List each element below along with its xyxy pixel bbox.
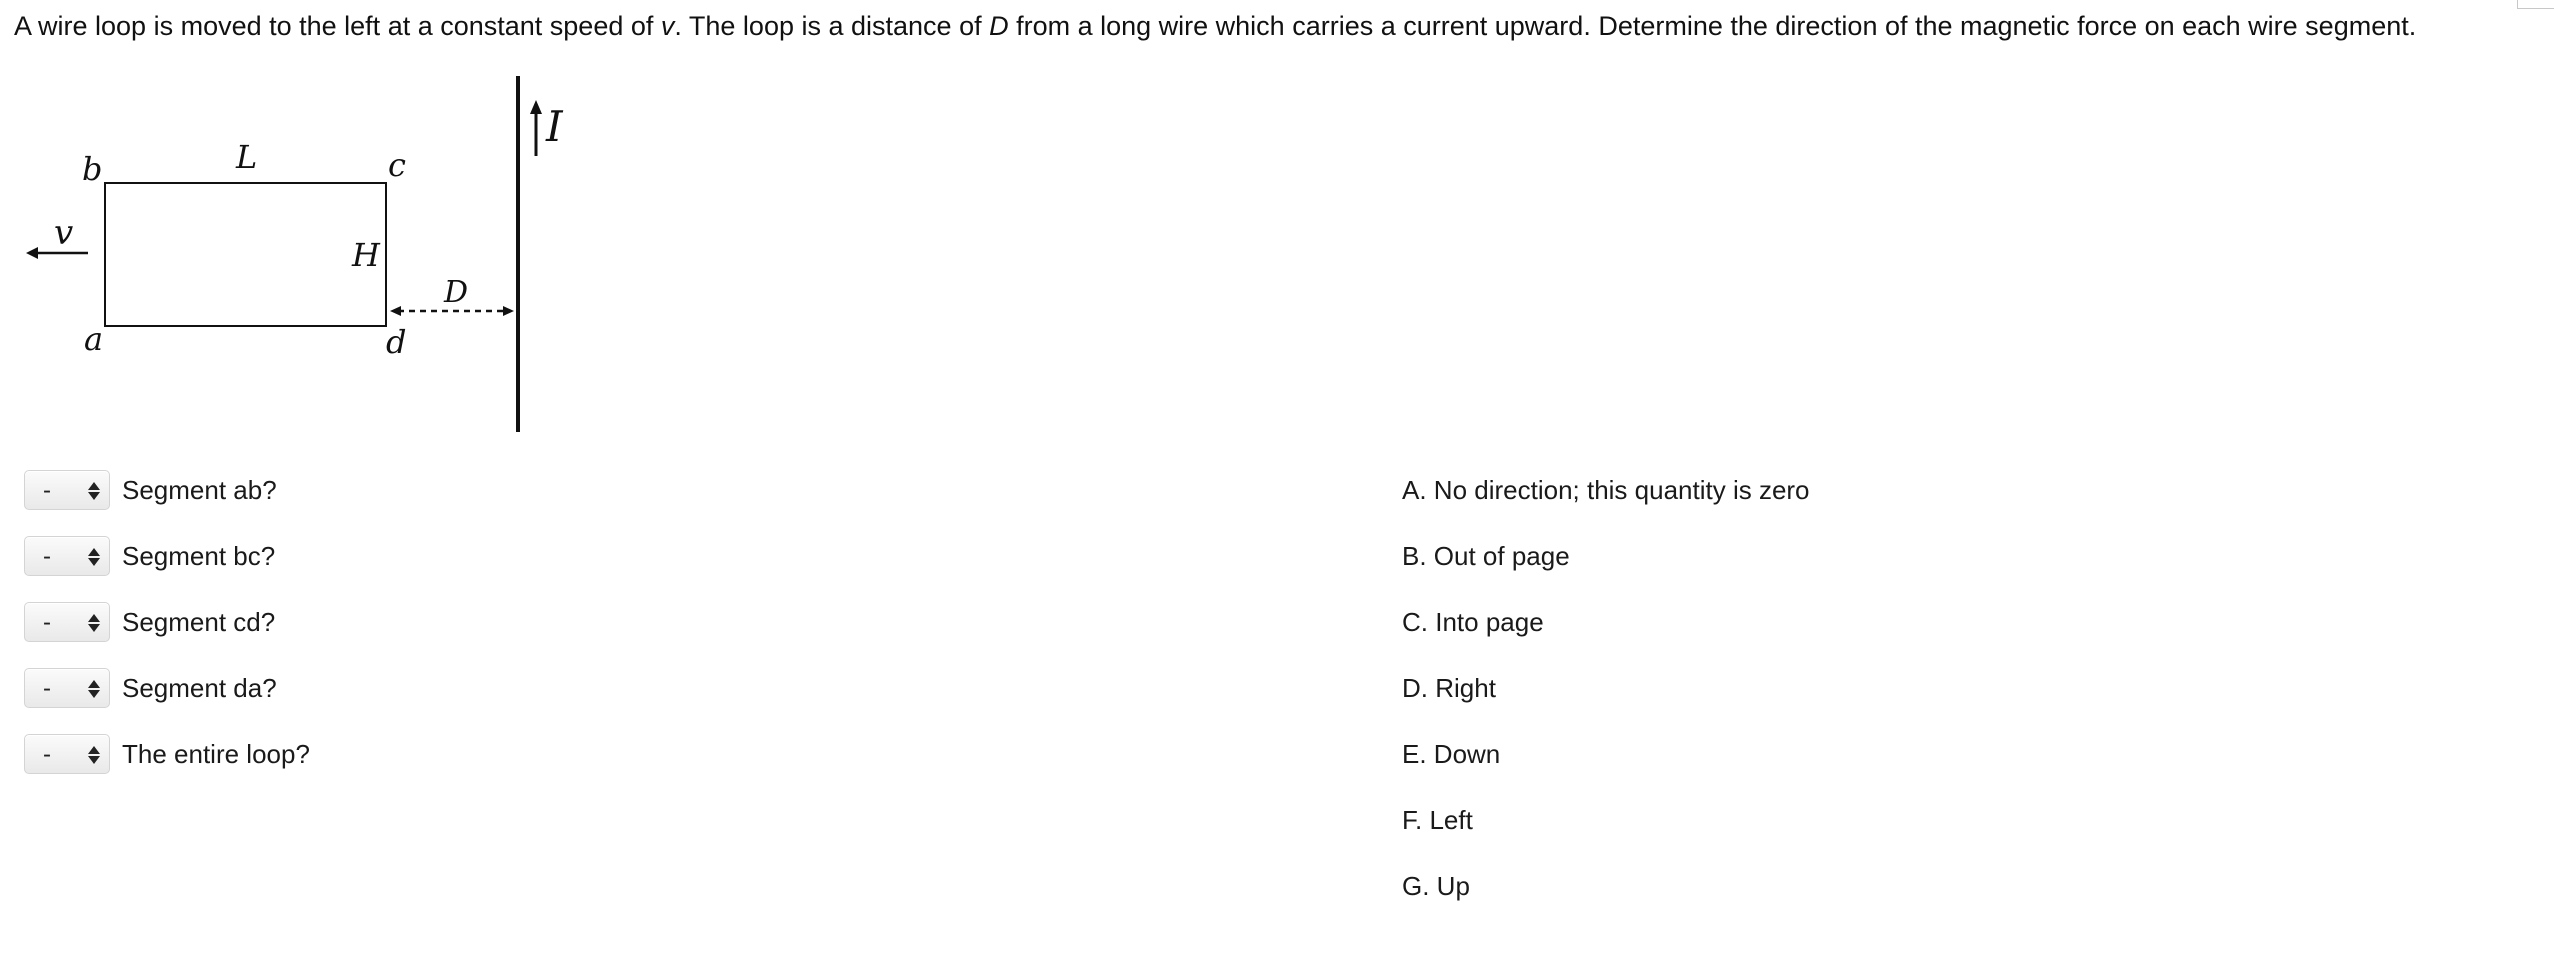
answer-select-ab[interactable] [24, 470, 110, 510]
option-f: F. Left [1402, 805, 1473, 835]
select-updown-icon [87, 677, 101, 701]
option-g: G. Up [1402, 871, 1470, 901]
select-updown-icon [87, 743, 101, 767]
question-part-3: from a long wire which carries a current upward. Determine the direction of the magnetic force on each wire segment. [1008, 11, 2417, 41]
select-value: - [43, 543, 51, 570]
select-updown-icon [87, 611, 101, 635]
label-velocity-v: v [54, 213, 74, 253]
option-e: E. Down [1402, 739, 1501, 769]
answer-select-bc[interactable] [24, 536, 110, 576]
distance-arrowhead-right-icon [503, 306, 514, 316]
distance-arrowhead-left-icon [390, 306, 401, 316]
select-value: - [43, 609, 51, 636]
option-c: C. Into page [1402, 607, 1544, 637]
current-arrowhead-icon [530, 100, 542, 114]
row-label: Segment da? [122, 672, 277, 703]
label-corner-a: a [84, 320, 104, 358]
option-a: A. No direction; this quantity is zero [1402, 475, 1810, 505]
question-text [14, 8, 2416, 44]
question-part-1: A wire loop is moved to the left at a constant speed of [14, 11, 661, 41]
select-value: - [43, 741, 51, 768]
row-label: Segment ab? [122, 474, 277, 505]
label-corner-b: b [82, 150, 103, 188]
select-value: - [43, 477, 51, 504]
answer-row-cd [24, 602, 275, 642]
answer-row-da [24, 668, 277, 708]
select-value: - [43, 675, 51, 702]
answer-row-ab [24, 470, 277, 510]
answer-select-entire-loop[interactable] [24, 734, 110, 774]
label-height-h: H [352, 236, 380, 274]
velocity-arrowhead-icon [26, 247, 38, 259]
select-updown-icon [87, 479, 101, 503]
option-d: D. Right [1402, 673, 1496, 703]
select-updown-icon [87, 545, 101, 569]
row-label: The entire loop? [122, 738, 310, 769]
wire-loop [105, 183, 386, 326]
question-part-2: . The loop is a distance of [674, 11, 990, 41]
question-var-v: v [660, 11, 675, 41]
label-corner-d: d [386, 323, 407, 361]
answer-row-bc [24, 536, 275, 576]
label-current-i: I [546, 102, 563, 151]
loop-and-wire-diagram [0, 60, 563, 440]
question-var-d: D [989, 11, 1009, 41]
answer-select-da[interactable] [24, 668, 110, 708]
row-label: Segment bc? [122, 540, 276, 571]
label-distance-d: D [444, 275, 469, 310]
row-label: Segment cd? [122, 606, 276, 637]
label-length-l: L [236, 138, 258, 176]
option-b: B. Out of page [1402, 541, 1570, 571]
answer-select-cd[interactable] [24, 602, 110, 642]
label-corner-c: c [388, 146, 406, 184]
panel-corner-border [2517, 0, 2554, 9]
answer-row-entire-loop [24, 734, 310, 774]
